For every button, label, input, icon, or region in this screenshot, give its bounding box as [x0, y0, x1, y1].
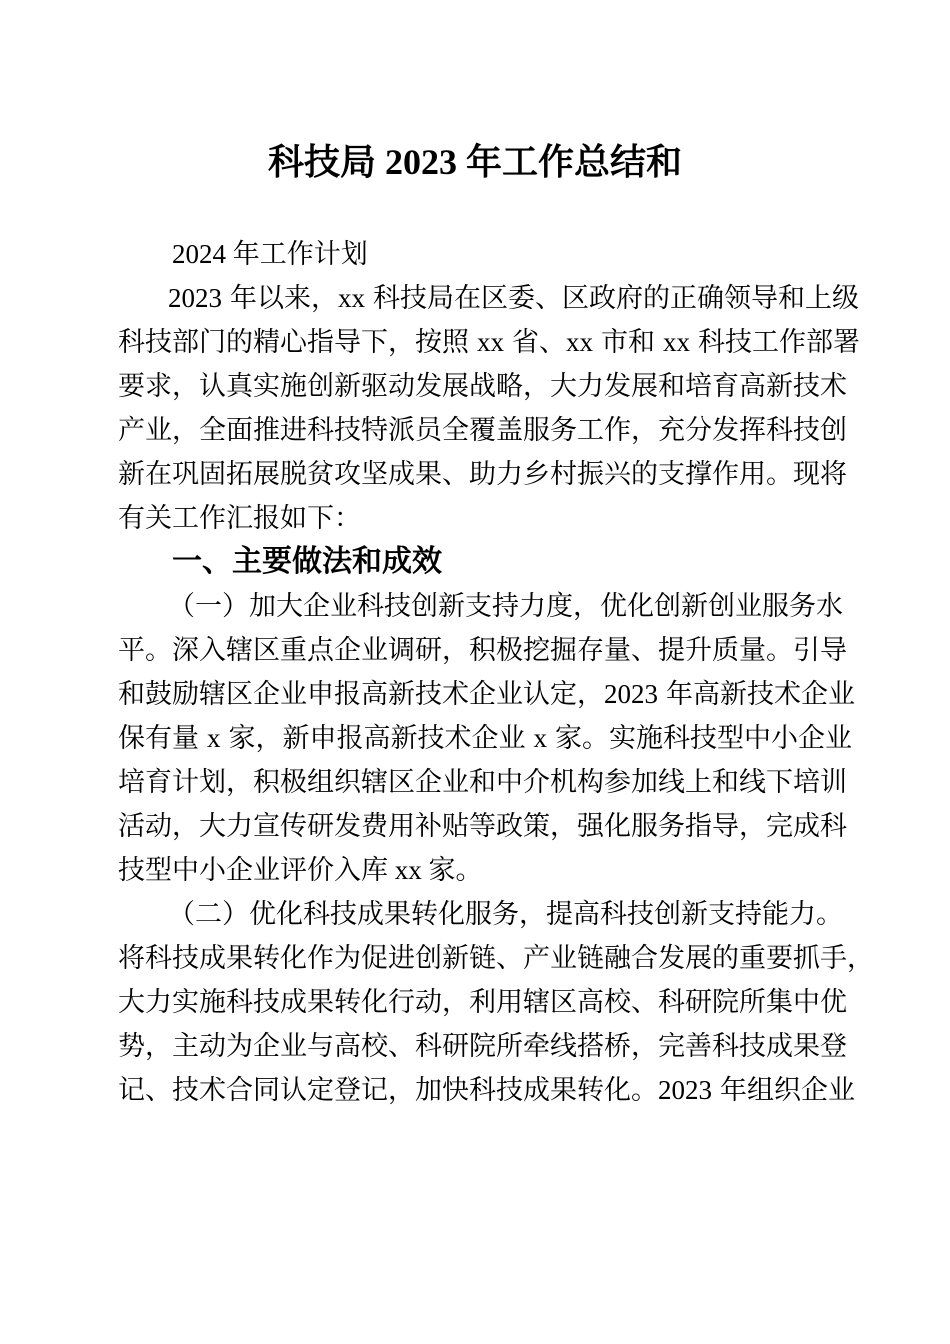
- section-heading: 一、主要做法和成效: [172, 545, 442, 578]
- text-line: 和 鼓 励 辖 区 企 业 申 报 高 新 技 术 企 业 认 定 ， 2 0 2 3 年 高 新 技 术 企 业: [118, 679, 855, 709]
- text-line: 平 。 深 入 辖 区 重 点 企 业 调 研 ， 积 极 挖 掘 存 量 、 提 升 质 量 。 引 导: [118, 635, 847, 665]
- text-line: 有关工作汇报如下：: [118, 503, 361, 533]
- text-line: 保 有 量 x 家 ， 新 申 报 高 新 技 术 企 业 x 家 。 实 施 科 技 型 中 小 企 业: [118, 723, 852, 753]
- text-line: 活 动 ， 大 力 宣 传 研 发 费 用 补 贴 等 政 策 ， 强 化 服 务 指 导 ， 完 成 科: [118, 811, 847, 841]
- text-line: 大 力 实 施 科 技 成 果 转 化 行 动 ， 利 用 辖 区 高 校 、 科 研 院 所 集 中 优: [118, 987, 847, 1017]
- text-line: 2024 年工作计划: [172, 239, 368, 269]
- text-line: 将 科 技 成 果 转 化 作 为 促 进 创 新 链 、 产 业 链 融 合 发 展 的 重 要 抓 手 ，: [118, 943, 874, 973]
- text-line: 2 0 2 3 年 以 来 ， x x 科 技 局 在 区 委 、 区 政 府 的 正 确 领 导 和 上 级: [168, 283, 859, 313]
- text-line: 培 育 计 划 ， 积 极 组 织 辖 区 企 业 和 中 介 机 构 参 加 线 上 和 线 下 培 训: [118, 767, 847, 797]
- text-line: 科 技 部 门 的 精 心 指 导 下 ， 按 照 x x 省 、 x x 市 和 x x 科 技 工 作 部 署: [118, 327, 860, 357]
- text-line: 产 业 ， 全 面 推 进 科 技 特 派 员 全 覆 盖 服 务 工 作 ， 充 分 发 挥 科 技 创: [118, 415, 847, 445]
- document-body: [0, 232, 950, 1112]
- text-line: （ 二 ） 优 化 科 技 成 果 转 化 服 务 ， 提 高 科 技 创 新 支 持 能 力 。: [168, 899, 843, 929]
- text-line: 要 求 ， 认 真 实 施 创 新 驱 动 发 展 战 略 ， 大 力 发 展 和 培 育 高 新 技 术: [118, 371, 847, 401]
- text-line: （ 一 ） 加 大 企 业 科 技 创 新 支 持 力 度 ， 优 化 创 新 创 业 服 务 水: [168, 591, 843, 621]
- document-title: 科技局 2023 年工作总结和: [267, 142, 682, 182]
- text-line: 记 、 技 术 合 同 认 定 登 记 ， 加 快 科 技 成 果 转 化 。 2 0 2 3 年 组 织 企 业: [118, 1075, 855, 1105]
- text-line: 新 在 巩 固 拓 展 脱 贫 攻 坚 成 果 、 助 力 乡 村 振 兴 的 支 撑 作 用 。 现 将: [118, 459, 847, 489]
- text-line: 势 ， 主 动 为 企 业 与 高 校 、 科 研 院 所 牵 线 搭 桥 ， 完 善 科 技 成 果 登: [118, 1031, 847, 1061]
- text-line: 技型中小企业评价入库 xx 家。: [118, 855, 483, 885]
